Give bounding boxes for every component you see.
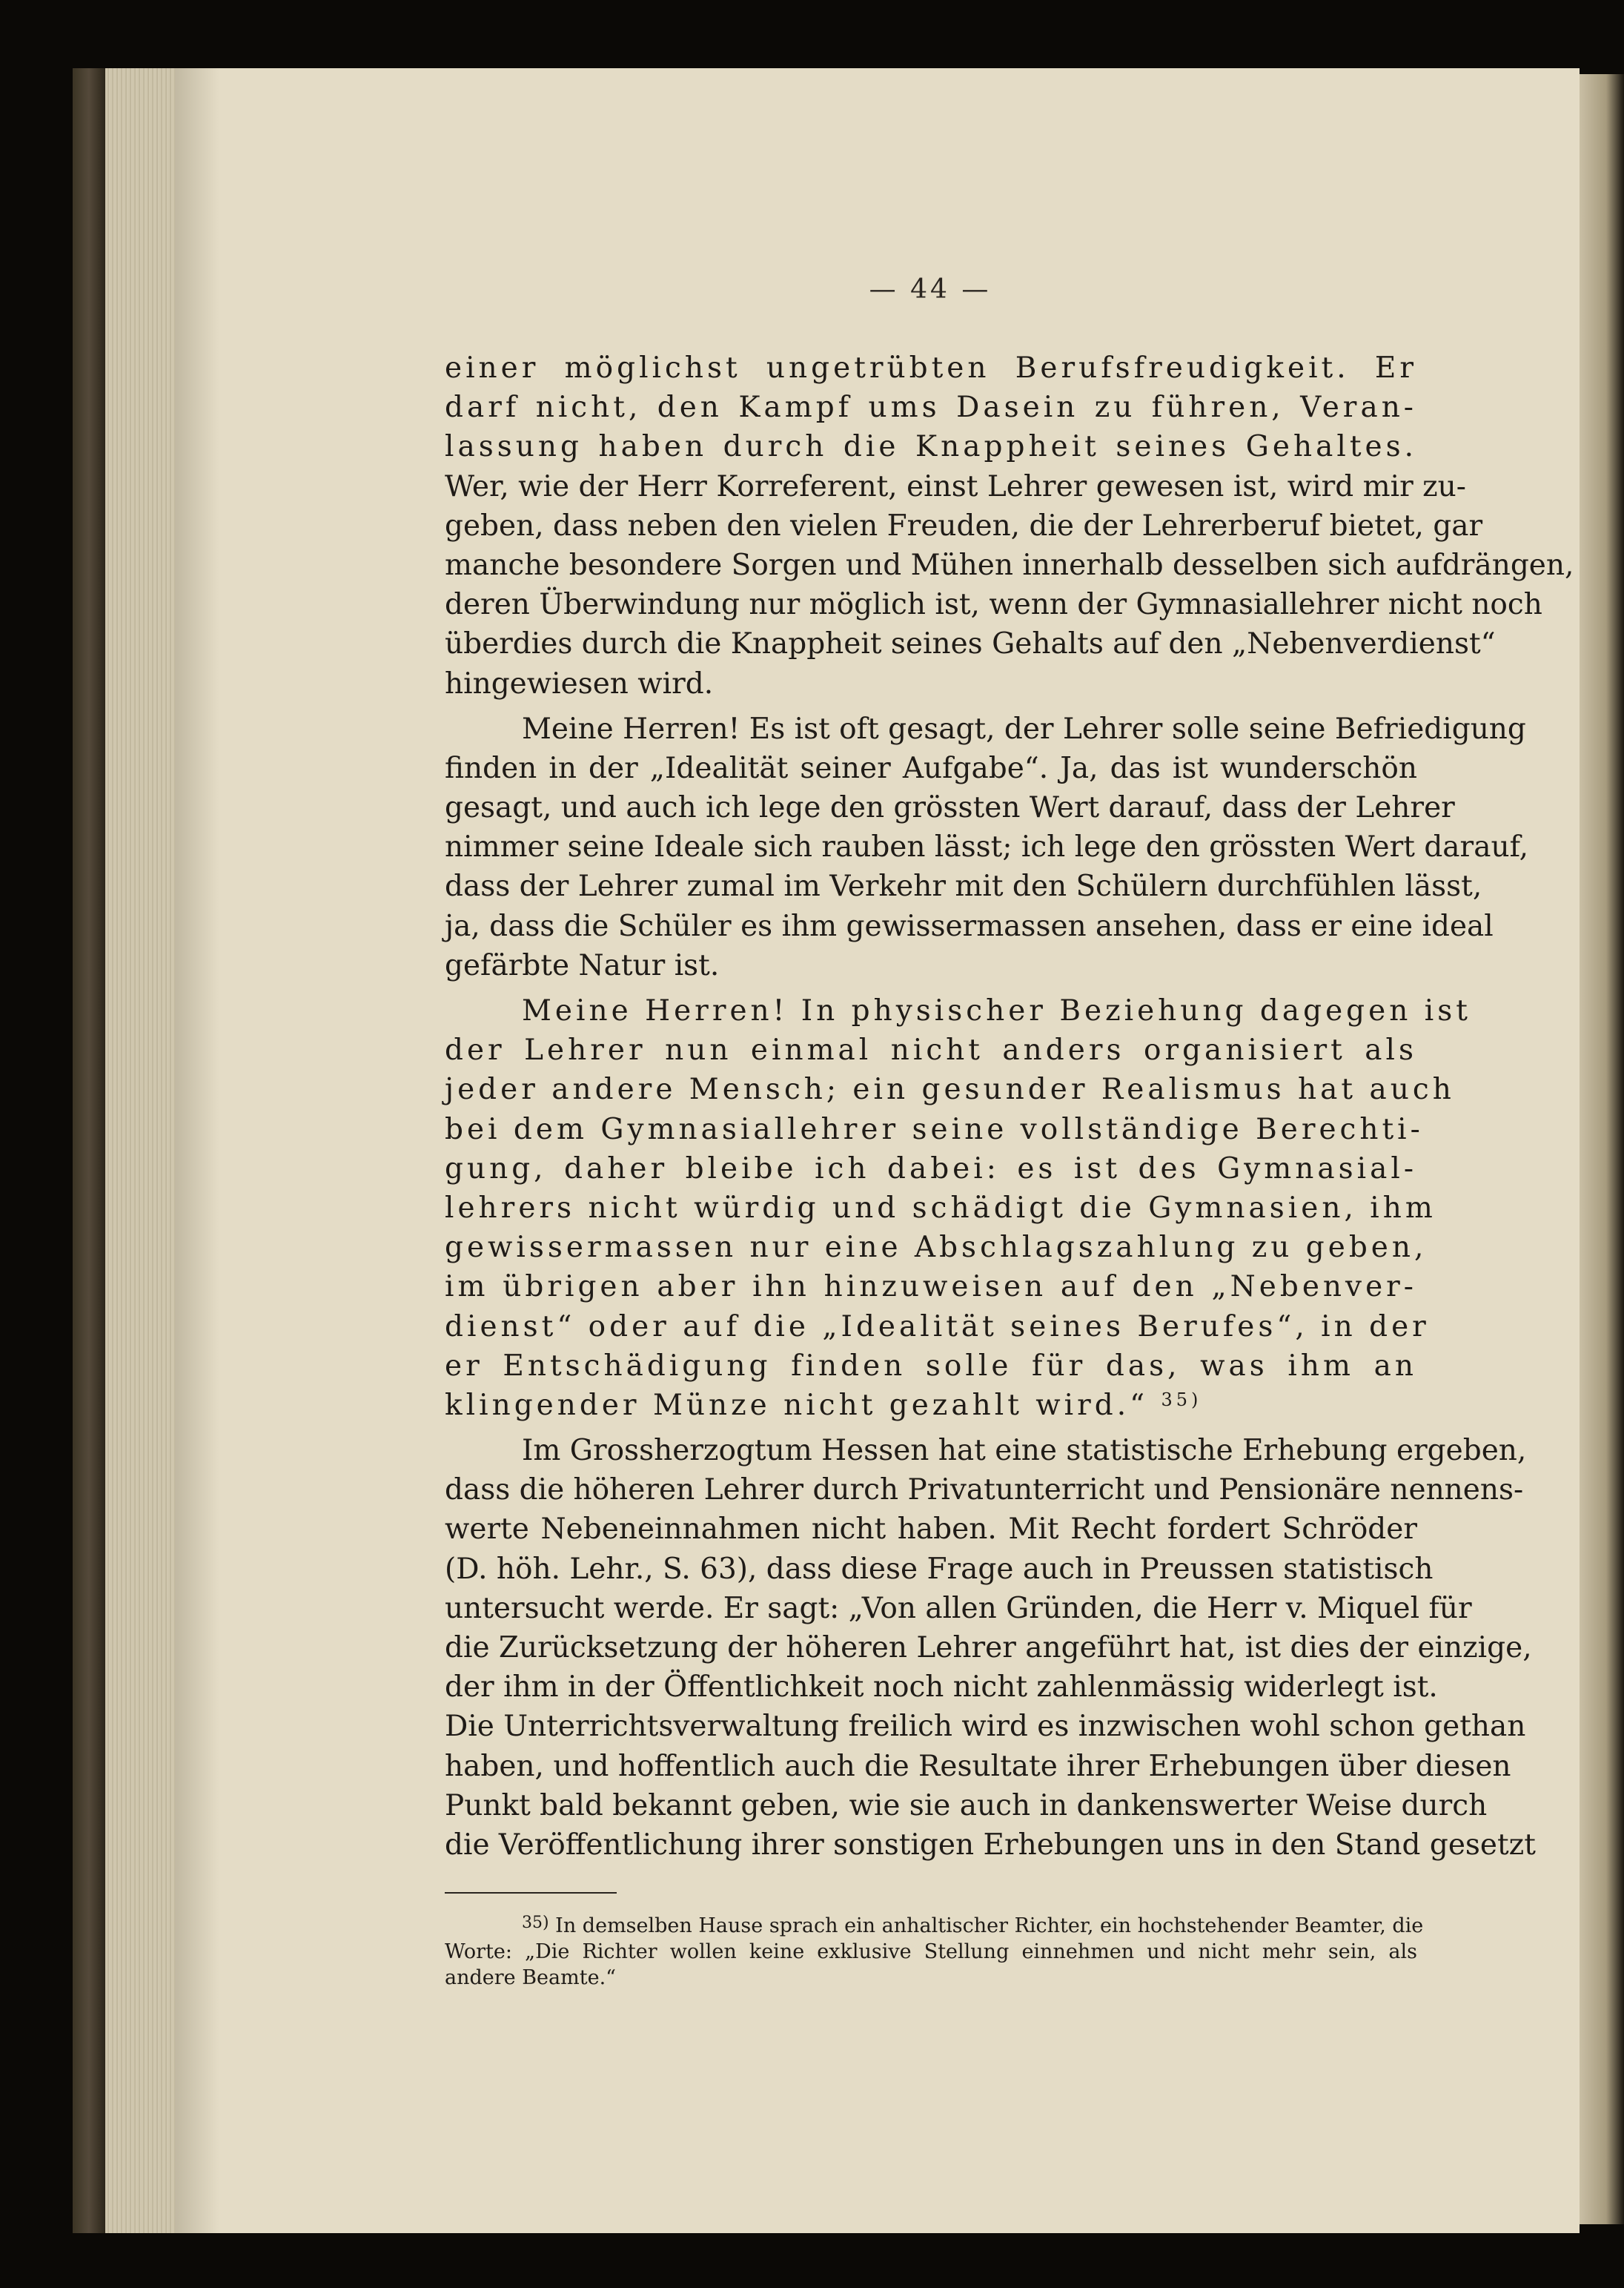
page-stack-edge (105, 68, 176, 2233)
text-line: manche besondere Sorgen und Mühen innerhalb desselben sich aufdrängen, (445, 548, 1574, 582)
text-line: gewissermassen nur eine Abschlagszahlung zu geben, (445, 1231, 1428, 1265)
paragraph (445, 991, 1471, 1425)
footnote-text: In demselben Hause sprach ein anhaltischer Richter, ein hochstehender Beamter, die (555, 1914, 1424, 1937)
text-line: im übrigen aber ihn hinzuweisen auf den „Nebenver- (445, 1270, 1417, 1304)
text-line: werte Nebeneinnahmen nicht haben. Mit Recht fordert Schröder (445, 1512, 1417, 1547)
text-line: deren Überwindung nur möglich ist, wenn der Gymnasiallehrer nicht noch (445, 588, 1542, 622)
text-line-content: klingender Münze nicht gezahlt wird.“ (445, 1388, 1149, 1422)
footnote (445, 1913, 1424, 1991)
facing-page-edge (1580, 74, 1624, 2224)
text-line: Punkt bald bekannt geben, wie sie auch in dankenswerter Weise durch (445, 1788, 1488, 1822)
text-line: einer möglichst ungetrübten Berufsfreudigkeit. Er (445, 351, 1417, 385)
text-line: dienst“ oder auf die „Idealität seines Berufes“, in der (445, 1309, 1430, 1343)
text-line: die Veröffentlichung ihrer sonstigen Erhebungen uns in den Stand gesetzt (445, 1828, 1536, 1862)
footnote-reference: 35) (1161, 1389, 1202, 1410)
text-line: dass der Lehrer zumal im Verkehr mit den Schülern durchfühlen lässt, (445, 870, 1482, 904)
text-line: gesagt, und auch ich lege den grössten Wert darauf, dass der Lehrer (445, 791, 1455, 825)
footnote-line: andere Beamte.“ (445, 1966, 616, 1989)
text-line: hingewiesen wird. (445, 667, 714, 701)
text-line: gefärbte Natur ist. (445, 948, 720, 982)
paragraph (445, 348, 1574, 704)
text-line: geben, dass neben den vielen Freuden, die der Lehrerberuf bietet, gar (445, 509, 1483, 543)
footnote-line: Worte: „Die Richter wollen keine exklusive Stellung einnehmen und nicht mehr sein, als (445, 1940, 1417, 1963)
text-line: haben, und hoffentlich auch die Resultate ihrer Erhebungen über diesen (445, 1749, 1511, 1783)
footnote-mark: 35) (522, 1914, 549, 1932)
text-line: Im Grossherzogtum Hessen hat eine statistische Erhebung ergeben, (522, 1434, 1527, 1468)
text-line: darf nicht, den Kampf ums Dasein zu führen, Veran- (445, 391, 1417, 425)
text-line: Die Unterrichtsverwaltung freilich wird es inzwischen wohl schon gethan (445, 1710, 1526, 1744)
gutter-shadow (175, 68, 219, 2233)
text-line: (D. höh. Lehr., S. 63), dass diese Frage auch in Preussen statistisch (445, 1552, 1434, 1586)
text-line: lehrers nicht würdig und schädigt die Gymnasien, ihm (445, 1191, 1436, 1225)
footnote-divider (445, 1892, 617, 1894)
text-line: der Lehrer nun einmal nicht anders organisiert als (445, 1034, 1417, 1068)
text-line: überdies durch die Knappheit seines Gehalts auf den „Nebenverdienst“ (445, 627, 1496, 661)
book-spine-edge (73, 68, 105, 2233)
text-line: bei dem Gymnasiallehrer seine vollständige Berechti- (445, 1112, 1424, 1146)
footnote-line (445, 1913, 1424, 1939)
text-line: nimmer seine Ideale sich rauben lässt; ich lege den grössten Wert darauf, (445, 830, 1529, 864)
text-line: Wer, wie der Herr Korreferent, einst Lehrer gewesen ist, wird mir zu- (445, 469, 1466, 503)
text-line: er Entschädigung finden solle für das, was ihm an (445, 1349, 1417, 1383)
text-line: Meine Herren! Es ist oft gesagt, der Lehrer solle seine Befriedigung (522, 712, 1526, 746)
text-line: finden in der „Idealität seiner Aufgabe“. Ja, das ist wunderschön (445, 751, 1417, 785)
text-line: der ihm in der Öffentlichkeit noch nicht zahlenmässig widerlegt ist. (445, 1670, 1438, 1705)
text-line: Meine Herren! In physischer Beziehung dagegen ist (522, 994, 1471, 1028)
paragraph (445, 710, 1529, 985)
text-line: jeder andere Mensch; ein gesunder Realismus hat auch (445, 1073, 1455, 1107)
text-line: ja, dass die Schüler es ihm gewissermassen ansehen, dass er eine ideal (445, 909, 1494, 943)
page-number: — 44 — (869, 274, 992, 305)
text-line: gung, daher bleibe ich dabei: es ist des Gymnasial- (445, 1151, 1417, 1186)
body-text (445, 348, 1574, 1865)
paragraph (445, 1431, 1536, 1865)
text-line: untersucht werde. Er sagt: „Von allen Gründen, die Herr v. Miquel für (445, 1591, 1472, 1625)
text-line: lassung haben durch die Knappheit seines Gehaltes. (445, 430, 1417, 464)
text-line: die Zurücksetzung der höheren Lehrer angeführt hat, ist dies der einzige, (445, 1631, 1532, 1664)
text-line: dass die höheren Lehrer durch Privatunterricht und Pensionäre nennens- (445, 1473, 1524, 1507)
text-line (445, 1386, 1417, 1425)
